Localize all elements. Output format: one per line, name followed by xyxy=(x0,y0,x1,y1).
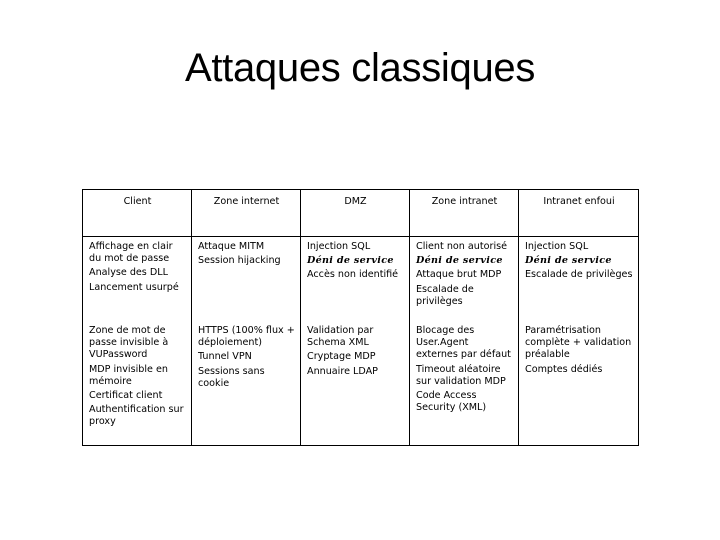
slide-title: Attaques classiques xyxy=(184,46,536,90)
cell-line: Injection SQL xyxy=(307,241,371,252)
cell-line: Escalade de privilèges xyxy=(416,283,474,307)
cell-line: MDP invisible en mémoire xyxy=(89,363,168,387)
cell-line: Client non autorisé xyxy=(416,241,508,252)
cell-line: Accès non identifié xyxy=(307,269,399,281)
cell-line: HTTPS (100% flux + déploiement) xyxy=(198,325,295,349)
cell-line: Analyse des DLL xyxy=(89,267,168,279)
cell-line: Validation par Schema XML xyxy=(307,325,374,349)
cell-line: Annuaire LDAP xyxy=(307,365,378,377)
column-header-client: Client xyxy=(83,190,192,237)
cell-line: Affichage en clair du mot de passe xyxy=(89,241,173,265)
cell-line-emphasis: Déni de service xyxy=(416,255,503,267)
cell-line: Certificat client xyxy=(89,390,163,402)
cell-line: Code Access Security (XML) xyxy=(416,390,487,414)
cell-line: Paramétrisation complète + validation préalable xyxy=(525,325,632,361)
column-header-zone-intranet: Zone intranet xyxy=(410,190,519,237)
cell-line-emphasis: Déni de service xyxy=(525,255,612,267)
table-cell xyxy=(301,319,410,446)
cell-line: Attaque brut MDP xyxy=(416,269,502,281)
cell-line: Attaque MITM xyxy=(198,241,265,252)
cell-line: Timeout aléatoire sur validation MDP xyxy=(416,363,506,387)
table-row-attacks xyxy=(83,237,639,320)
table-cell xyxy=(301,237,410,320)
table-row-countermeasures xyxy=(83,319,639,446)
table-cell xyxy=(410,319,519,446)
table-cell xyxy=(519,319,639,446)
cell-line: Tunnel VPN xyxy=(198,351,252,363)
table-cell xyxy=(192,237,301,320)
table-cell xyxy=(519,237,639,320)
attacks-table xyxy=(82,189,639,446)
cell-line-emphasis: Déni de service xyxy=(307,255,394,267)
table-cell xyxy=(83,319,192,446)
column-header-zone-internet: Zone internet xyxy=(192,190,301,237)
cell-line: Sessions sans cookie xyxy=(198,365,265,389)
cell-line: Zone de mot de passe invisible à VUPassword xyxy=(89,325,169,361)
cell-line: Escalade de privilèges xyxy=(525,269,633,281)
cell-line: Session hijacking xyxy=(198,255,281,267)
table-cell xyxy=(83,237,192,320)
table-header-row xyxy=(83,190,639,237)
cell-line: Lancement usurpé xyxy=(89,281,179,293)
table-cell xyxy=(192,319,301,446)
column-header-intranet-enfoui: Intranet enfoui xyxy=(519,190,639,237)
cell-line: Injection SQL xyxy=(525,241,589,252)
table-cell xyxy=(410,237,519,320)
cell-line: Blocage des User.Agent externes par défaut xyxy=(416,325,511,361)
cell-line: Authentification sur proxy xyxy=(89,404,184,428)
cell-line: Cryptage MDP xyxy=(307,351,376,363)
column-header-dmz: DMZ xyxy=(301,190,410,237)
cell-line: Comptes dédiés xyxy=(525,363,603,375)
